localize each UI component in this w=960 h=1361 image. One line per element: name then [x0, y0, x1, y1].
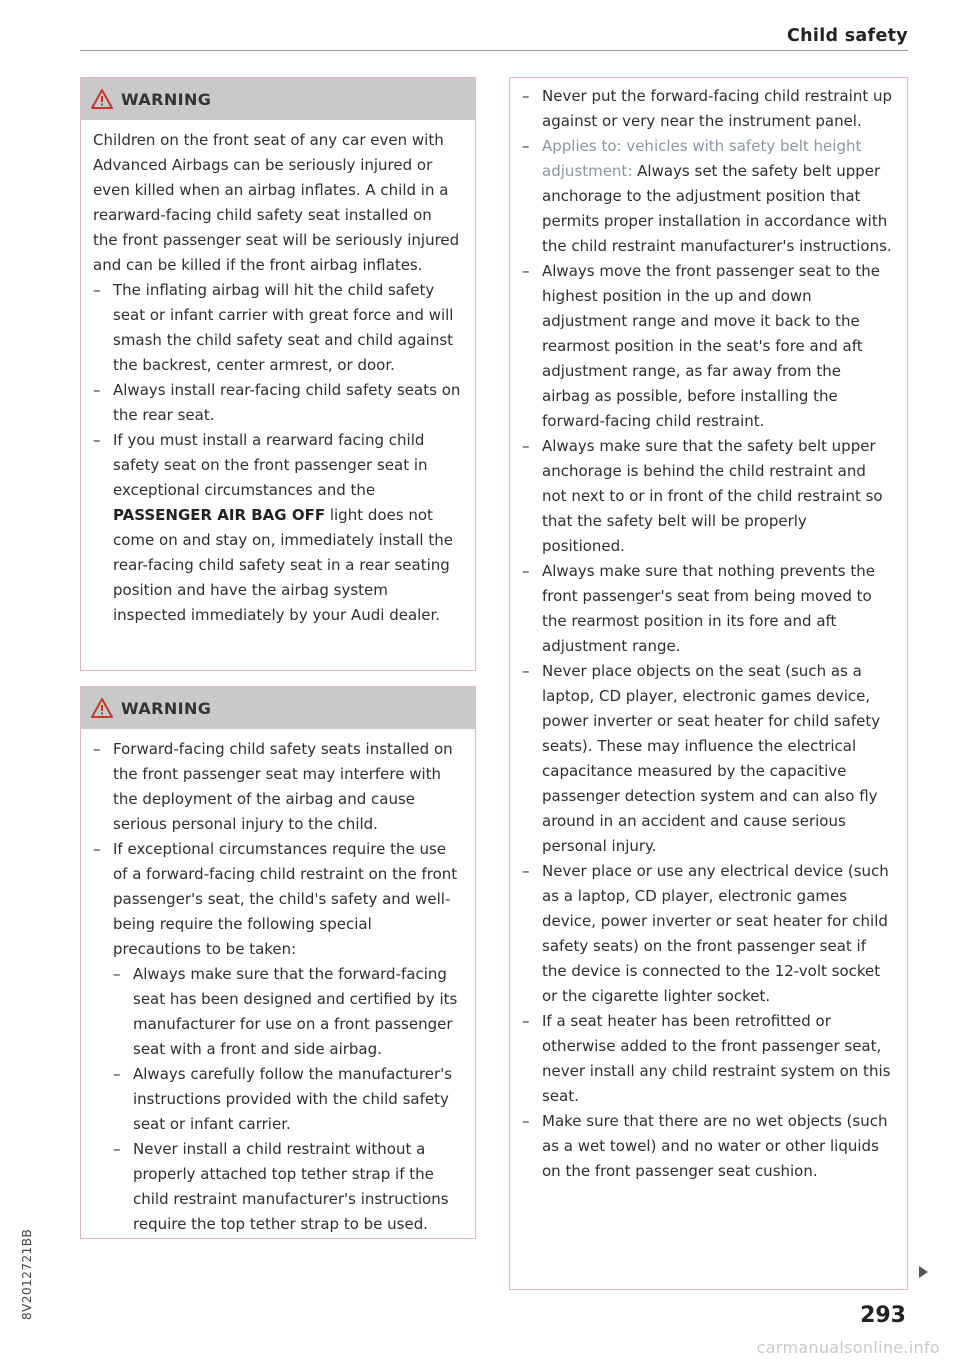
indicator-light-name: PASSENGER AIR BAG OFF — [113, 506, 326, 524]
warning-body-2 — [81, 729, 475, 1237]
warning-header-2 — [81, 687, 475, 729]
list-item: – Forward-facing child safety seats installed on the front passenger seat may interfere with the deployment of the airbag and cause serious personal injury to the child. — [93, 737, 461, 837]
list-item: – Make sure that there are no wet objects (such as a wet towel) and no water or other liquids on the front passenger seat cushion. — [522, 1109, 893, 1184]
warning-body-continued — [510, 78, 907, 1184]
list-item: – Always install rear-facing child safety seats on the rear seat. — [93, 378, 461, 428]
warning-triangle-icon — [91, 698, 113, 718]
list-item: – The inflating airbag will hit the child safety seat or infant carrier with great force and will smash the child safety seat and child against the backrest, center armrest, or door. — [93, 278, 461, 378]
header-rule — [80, 50, 908, 51]
document-code: 8V2012721BB — [20, 1228, 34, 1320]
list-item: – If a seat heater has been retrofitted or otherwise added to the front passenger seat, never install any child restraint system on this seat. — [522, 1009, 893, 1109]
watermark: carmanualsonline.info — [756, 1338, 940, 1357]
sub-list-item: – Always carefully follow the manufacturer's instructions provided with the child safety seat or infant carrier. — [113, 1062, 461, 1137]
list-item: – Always move the front passenger seat to the highest position in the up and down adjustment range and move it back to the rearmost position in the seat's fore and aft adjustment range, as far away from the airbag as possible, before installing the forward-facing child restraint. — [522, 259, 893, 434]
warning-box-2 — [80, 686, 476, 1239]
warning-label: WARNING — [121, 698, 212, 718]
text-run: Always set the safety belt upper anchorage to the adjustment position that permits proper installation in accordance with the child restraint manufacturer's instructions. — [542, 162, 892, 255]
warning-body-1 — [81, 120, 475, 628]
section-title: Child safety — [787, 26, 908, 46]
applies-to-note: Applies to: vehicles with safety belt height adjustment: — [542, 137, 862, 180]
warning-header-1 — [81, 78, 475, 120]
list-item: – Never place or use any electrical device (such as a laptop, CD player, electronic games device, power inverter or seat heater for child safety seats) on the front passenger seat if the device is connected to the 12-volt socket or the cigarette lighter socket. — [522, 859, 893, 1009]
page-number: 293 — [860, 1303, 906, 1328]
list-item: – If exceptional circumstances require the use of a forward-facing child restraint on the front passenger's seat, the child's safety and well-being require the following special precautions to be taken: — [93, 837, 461, 962]
text-run: light does not come on and stay on, immediately install the rear-facing child safety seat in a rear seating position and have the airbag system inspected immediately by your Audi dealer. — [113, 506, 453, 624]
list-item: – Always make sure that the safety belt upper anchorage is behind the child restraint and not next to or in front of the child restraint so that the safety belt will be properly positioned. — [522, 434, 893, 559]
warning-label: WARNING — [121, 89, 212, 109]
warning-box-1 — [80, 77, 476, 671]
list-item: – Always make sure that nothing prevents the front passenger's seat from being moved to the rearmost position in its fore and aft adjustment range. — [522, 559, 893, 659]
sub-list-item: – Always make sure that the forward-facing seat has been designed and certified by its manufacturer for use on a front passenger seat with a front and side airbag. — [113, 962, 461, 1062]
list-item — [93, 428, 461, 628]
list-item — [522, 134, 893, 259]
continue-arrow-icon — [919, 1266, 928, 1278]
sub-list-item: – Never install a child restraint without a properly attached top tether strap if the child restraint manufacturer's instructions require the top tether strap to be used. — [113, 1137, 461, 1237]
warning-triangle-icon — [91, 89, 113, 109]
list-item: – Never put the forward-facing child restraint up against or very near the instrument panel. — [522, 84, 893, 134]
warning-intro: Children on the front seat of any car even with Advanced Airbags can be seriously injured or even killed when an airbag inflates. A child in a rearward-facing child safety seat installed on the front passenger seat will be seriously injured and can be killed if the front airbag inflates. — [93, 131, 460, 274]
text-run: If you must install a rearward facing child safety seat on the front passenger seat in exceptional circumstances and the — [113, 431, 428, 499]
list-item: – Never place objects on the seat (such as a laptop, CD player, electronic games device, power inverter or seat heater for child safety seats). These may influence the electrical capacitance measured by the capacitive passenger detection system and can also fly around in an accident and cause serious personal injury. — [522, 659, 893, 859]
warning-box-continued — [509, 77, 908, 1290]
